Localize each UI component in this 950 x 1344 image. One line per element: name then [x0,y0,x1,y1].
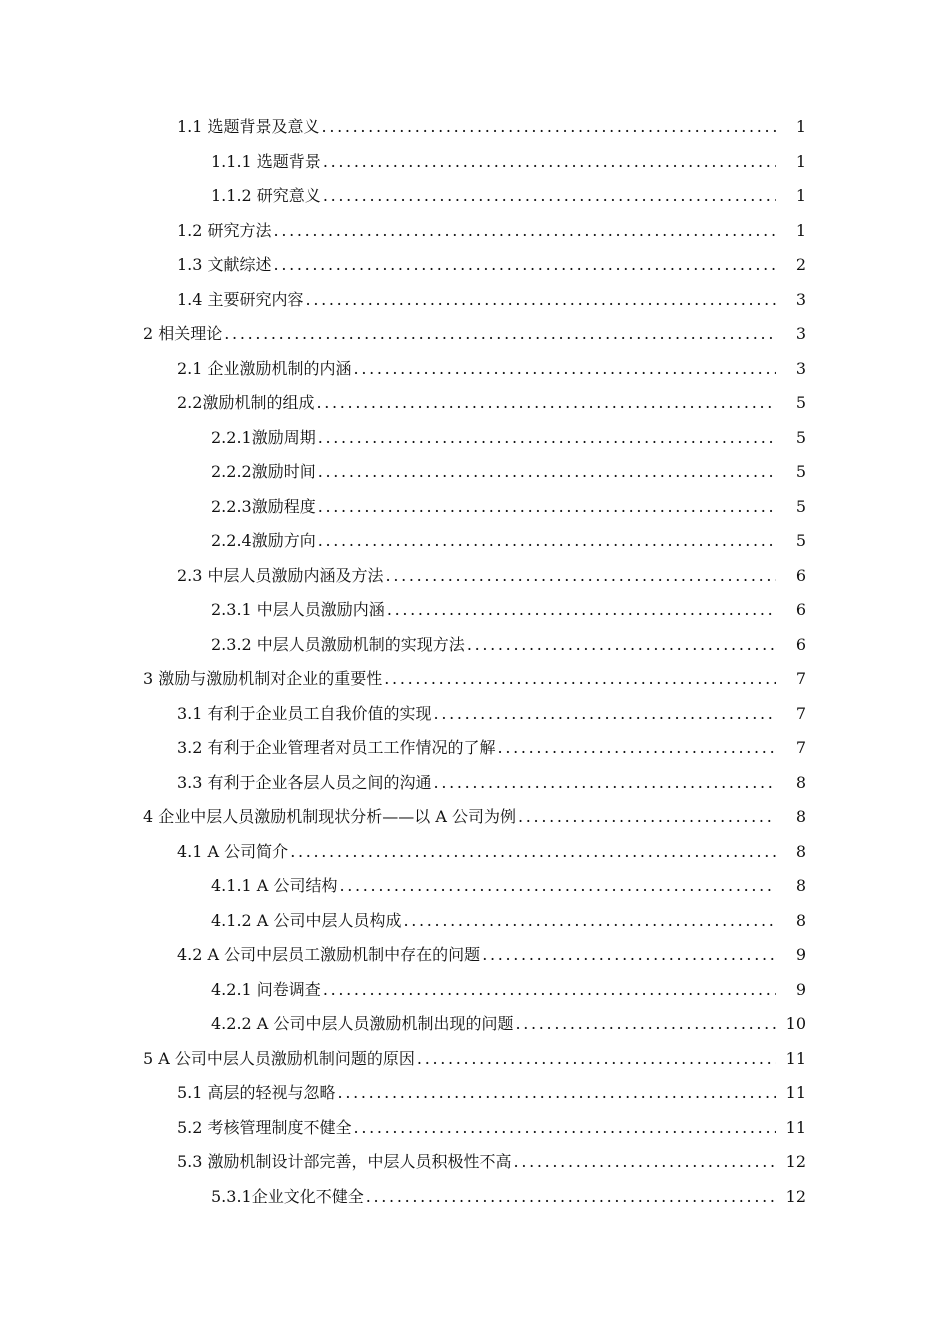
toc-entry[interactable] [0,662,806,697]
dot-leader [322,117,776,137]
toc-entry-title: 高层的轻视与忽略 [207,1083,336,1103]
dot-leader [482,945,776,965]
toc-entry-page-number: 7 [795,738,806,758]
toc-entry-number: 2.3.2 [211,634,257,654]
toc-entry-page-number: 11 [785,1117,806,1137]
toc-entry-title: A 公司结构 [256,876,338,896]
toc-entry-page-number: 6 [795,600,806,620]
dot-leader [323,186,776,206]
toc-entry-title: A 公司中层员工激励机制中存在的问题 [207,945,481,965]
toc-entry-page-number: 8 [795,876,806,896]
dot-leader [387,600,776,620]
toc-entry-number: 1.3 [177,255,208,275]
dot-leader [354,1118,776,1138]
toc-entry-title: 有利于企业各层人员之间的沟通 [207,772,432,792]
toc-entry-number: 1.1.2 [211,186,257,206]
toc-entry-number: 5.1 [177,1083,208,1103]
toc-entry-page-number: 1 [795,220,806,240]
toc-entry-title: 激励周期 [251,427,316,447]
toc-entry-number: 3 [143,669,159,689]
toc-entry-number: 1.2 [177,220,208,240]
toc-entry-number: 2.2.4 [211,531,252,551]
dot-leader [318,462,776,482]
toc-entry-page-number: 1 [795,151,806,171]
dot-leader [323,152,776,172]
toc-entry-number: 5 [143,1048,159,1068]
toc-entry-title: A 公司中层人员激励机制问题的原因 [158,1048,415,1068]
toc-entry-page-number: 5 [795,496,806,516]
toc-entry[interactable] [0,973,806,1008]
dot-leader [274,221,776,241]
toc-entry-page-number: 1 [795,117,806,137]
toc-entry-title: 激励机制设计部完善，中层人员积极性不高 [207,1152,512,1172]
toc-entry-number: 2.1 [177,358,208,378]
dot-leader [224,324,776,344]
toc-entry[interactable] [0,524,806,559]
toc-entry[interactable] [0,1111,806,1146]
toc-entry[interactable] [0,145,806,180]
toc-entry-page-number: 5 [795,462,806,482]
toc-entry[interactable] [0,766,806,801]
dot-leader [318,497,776,517]
toc-entry-title: 考核管理制度不健全 [207,1117,352,1137]
dot-leader [515,1014,776,1034]
toc-entry[interactable] [0,628,806,663]
toc-entry[interactable] [0,214,806,249]
toc-entry-page-number: 12 [785,1186,806,1206]
toc-entry-page-number: 1 [795,186,806,206]
table-of-contents [0,110,950,1214]
toc-entry[interactable] [0,283,806,318]
toc-entry-number: 2.2 [177,393,203,413]
toc-entry-number: 1.4 [177,289,208,309]
dot-leader [514,1152,776,1172]
dot-leader [403,911,776,931]
dot-leader [338,1083,776,1103]
toc-entry-title: A 公司中层人员激励机制出现的问题 [256,1014,514,1034]
toc-entry-title: 企业中层人员激励机制现状分析——以 A 公司为例 [158,807,516,827]
toc-entry-page-number: 8 [795,841,806,861]
dot-leader [339,876,776,896]
toc-entry-page-number: 2 [795,255,806,275]
toc-entry[interactable] [0,110,806,145]
toc-entry-number: 1.1 [177,117,208,137]
toc-entry-page-number: 6 [795,565,806,585]
toc-entry-number: 3.3 [177,772,208,792]
toc-entry-number: 4.1.1 [211,876,257,896]
toc-entry-page-number: 5 [795,427,806,447]
toc-entry-number: 4.2.2 [211,1014,257,1034]
toc-entry[interactable] [0,1007,806,1042]
toc-entry-title: 中层人员激励内涵 [256,600,385,620]
toc-entry-page-number: 3 [795,358,806,378]
toc-entry-page-number: 8 [795,807,806,827]
toc-entry-number: 3.2 [177,738,208,758]
toc-entry[interactable] [0,835,806,870]
toc-entry-page-number: 8 [795,910,806,930]
dot-leader [274,255,776,275]
dot-leader [366,1187,776,1207]
dot-leader [434,773,776,793]
dot-leader [316,393,776,413]
toc-entry-page-number: 7 [795,669,806,689]
toc-entry-number: 4.1 [177,841,208,861]
toc-entry-page-number: 3 [795,324,806,344]
toc-entry[interactable] [0,559,806,594]
toc-entry-page-number: 11 [785,1083,806,1103]
toc-entry[interactable] [0,386,806,421]
toc-entry[interactable] [0,421,806,456]
toc-entry[interactable] [0,455,806,490]
toc-entry-number: 4.2 [177,945,208,965]
toc-entry-number: 3.1 [177,703,208,723]
dot-leader [384,669,776,689]
toc-entry-page-number: 10 [785,1014,806,1034]
toc-entry-number: 4 [143,807,159,827]
toc-entry[interactable] [0,938,806,973]
toc-entry-page-number: 9 [795,945,806,965]
toc-entry-number: 5.2 [177,1117,208,1137]
toc-entry-number: 2.2.3 [211,496,252,516]
toc-entry-page-number: 11 [785,1048,806,1068]
toc-entry[interactable] [0,904,806,939]
toc-entry-page-number: 12 [785,1152,806,1172]
toc-entry[interactable] [0,317,806,352]
toc-entry-number: 5.3 [177,1152,208,1172]
toc-entry[interactable] [0,179,806,214]
dot-leader [318,531,776,551]
toc-entry-number: 4.2.1 [211,979,257,999]
toc-entry[interactable] [0,1180,806,1215]
toc-entry-title: 中层人员激励内涵及方法 [207,565,384,585]
toc-entry-number: 4.1.2 [211,910,257,930]
toc-entry-number: 2.2.1 [211,427,252,447]
toc-entry-title: 选题背景 [256,151,321,171]
toc-entry-number: 2.2.2 [211,462,252,482]
toc-entry-title: 企业文化不健全 [251,1186,364,1206]
toc-entry-title: 激励方向 [251,531,316,551]
toc-entry-page-number: 8 [795,772,806,792]
toc-entry[interactable] [0,248,806,283]
dot-leader [467,635,776,655]
toc-entry[interactable] [0,1042,806,1077]
toc-entry-title: 有利于企业员工自我价值的实现 [207,703,432,723]
toc-entry-title: 有利于企业管理者对员工工作情况的了解 [207,738,496,758]
toc-entry-title: 问卷调查 [256,979,321,999]
toc-entry-title: 研究方法 [207,220,272,240]
dot-leader [434,704,776,724]
toc-entry-title: 中层人员激励机制的实现方法 [256,634,465,654]
toc-entry[interactable] [0,1145,806,1180]
dot-leader [306,290,776,310]
dot-leader [417,1049,776,1069]
toc-entry-number: 1.1.1 [211,151,257,171]
dot-leader [354,359,776,379]
toc-entry-page-number: 6 [795,634,806,654]
toc-entry-page-number: 7 [795,703,806,723]
toc-entry[interactable] [0,593,806,628]
toc-entry-title: 选题背景及意义 [207,117,320,137]
toc-entry[interactable] [0,697,806,732]
toc-entry-title: 主要研究内容 [207,289,304,309]
toc-entry-number: 2.3 [177,565,208,585]
toc-entry-title: 激励与激励机制对企业的重要性 [158,669,383,689]
toc-entry-title: 企业激励机制的内涵 [207,358,352,378]
toc-entry[interactable] [0,1076,806,1111]
dot-leader [498,738,776,758]
toc-entry-page-number: 3 [795,289,806,309]
toc-entry-number: 5.3.1 [211,1186,252,1206]
toc-entry-title: 文献综述 [207,255,272,275]
dot-leader [323,980,776,1000]
toc-entry[interactable] [0,731,806,766]
toc-entry-page-number: 9 [795,979,806,999]
toc-entry-title: 研究意义 [256,186,321,206]
dot-leader [518,807,776,827]
toc-entry-title: A 公司简介 [207,841,289,861]
toc-entry-number: 2 [143,324,159,344]
toc-entry-title: 激励时间 [251,462,316,482]
toc-entry-title: 激励程度 [251,496,316,516]
dot-leader [290,842,776,862]
toc-entry-title: 相关理论 [158,324,223,344]
toc-entry-title: A 公司中层人员构成 [256,910,402,930]
toc-entry-number: 2.3.1 [211,600,257,620]
toc-entry-title: 激励机制的组成 [202,393,315,413]
toc-entry[interactable] [0,352,806,387]
toc-entry[interactable] [0,800,806,835]
dot-leader [318,428,776,448]
toc-entry[interactable] [0,869,806,904]
toc-entry[interactable] [0,490,806,525]
dot-leader [386,566,776,586]
toc-entry-page-number: 5 [795,393,806,413]
toc-entry-page-number: 5 [795,531,806,551]
